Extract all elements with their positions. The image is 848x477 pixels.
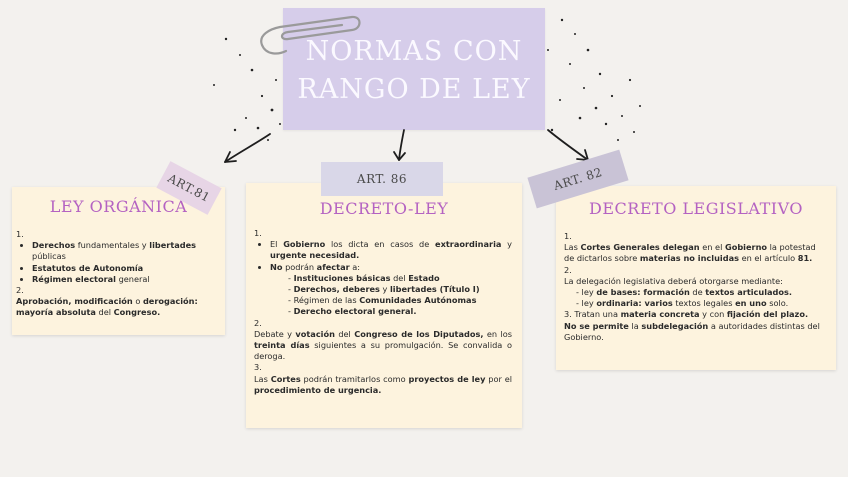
- sub-item: - Derechos, deberes y libertades (Título I): [288, 284, 480, 295]
- card-body-decreto-ley: [254, 228, 512, 396]
- sub-item: - ley ordinaria: varios textos legales en uno solo.: [576, 298, 789, 309]
- main-title-line1: NORMAS CON: [305, 36, 523, 67]
- main-title-line2: RANGO DE LEY: [297, 74, 531, 105]
- paragraph: Debate y votación del Congreso de los Diputados, en los treinta días siguientes a su promulgación. Se convalida o deroga.: [254, 328, 513, 362]
- item-number: 2.: [16, 285, 24, 296]
- arrow-icon-right: [548, 130, 588, 160]
- card-decreto-legislativo: [556, 186, 836, 370]
- arrow-icon-center: [394, 130, 405, 160]
- list-item: • No podrán afectar a:: [270, 262, 512, 273]
- paragraph: Las Cortes Generales delegan en el Gobierno la potestad de dictarlos sobre materias no incluidas en el artículo 81.: [564, 242, 816, 264]
- tape-art-86: ART. 86: [321, 162, 443, 196]
- list-item: • El Gobierno los dicta en casos de extraordinaria y urgente necesidad.: [270, 239, 512, 261]
- sub-item: - Derecho electoral general.: [288, 306, 417, 317]
- paragraph: Aprobación, modificación o derogación: mayoría absoluta del Congreso.: [16, 296, 198, 318]
- item-number: 2.: [564, 264, 572, 275]
- sub-item: - Régimen de las Comunidades Autónomas: [288, 295, 477, 306]
- paragraph: Las Cortes podrán tramitarlos como proyectos de ley por el procedimiento de urgencia.: [254, 373, 513, 395]
- arrow-icon-left: [225, 134, 270, 162]
- paragraph: La delegación legislativa deberá otorgarse mediante:: [564, 275, 783, 286]
- item-number: 2.: [254, 317, 262, 328]
- item-number: 1.: [564, 231, 572, 241]
- list-item: • Régimen electoral general: [32, 274, 215, 285]
- list-item: • Estatutos de Autonomía: [32, 263, 215, 274]
- tape-art-82: ART. 82: [527, 150, 628, 209]
- sub-item: - Instituciones básicas del Estado: [288, 272, 440, 283]
- sub-item: - ley de bases: formación de textos articulados.: [576, 287, 793, 298]
- card-title-ley-organica: LEY ORGÁNICA: [49, 197, 188, 216]
- card-body-decreto-legislativo: [564, 231, 828, 343]
- paragraph: 3. Tratan una materia concreta y con fijación del plazo.: [564, 309, 809, 320]
- item-number: 1.: [254, 228, 262, 238]
- tape-art-81: ART.81: [156, 161, 221, 215]
- card-body-ley-organica: [16, 229, 215, 319]
- card-title-decreto-legislativo: DECRETO LEGISLATIVO: [589, 199, 803, 218]
- list-item: • Derechos fundamentales y libertades públicas: [32, 240, 215, 262]
- item-number: 3.: [254, 362, 262, 373]
- card-ley-organica: [12, 187, 225, 335]
- card-decreto-ley: [246, 183, 522, 428]
- paragraph: No se permite la subdelegación a autoridades distintas del Gobierno.: [564, 320, 820, 342]
- item-number: 1.: [16, 229, 24, 239]
- card-title-decreto-ley: DECRETO-LEY: [319, 199, 449, 218]
